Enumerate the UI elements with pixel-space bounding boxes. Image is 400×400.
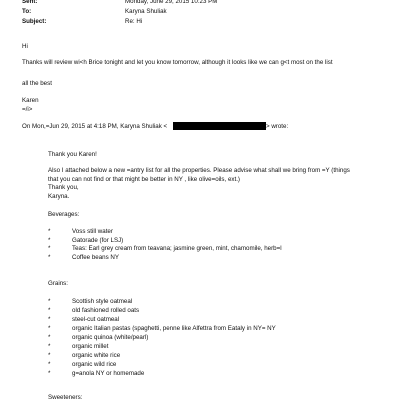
reply-greeting: Hi	[22, 43, 28, 50]
bullet-marker: *	[48, 316, 51, 323]
grain-item: steel-cut oatmeal	[72, 316, 120, 323]
sent-value: Monday, June 29, 2015 10:23 PM	[125, 0, 218, 5]
bullet-marker: *	[48, 228, 51, 235]
quote-para-line1: Also I attached below a new =antry list for all the properties. Please advise what shall we bring from =Y (things	[48, 167, 350, 174]
subject-value: Re: Hi	[125, 18, 143, 25]
grain-item: organic Italian pastas (spaghetti, penne like Alfettra from Eataly in NY= NY	[72, 325, 276, 332]
grain-item: organic white rice	[72, 352, 121, 359]
sent-label: Sent:	[22, 0, 38, 5]
to-value: Karyna Shuliak	[125, 8, 167, 15]
reply-name: Karen	[22, 97, 39, 104]
bullet-marker: *	[48, 343, 51, 350]
grains-title: Grains:	[48, 280, 68, 287]
bullet-marker: *	[48, 370, 51, 377]
reply-body: Thanks will review wi<h Brice tonight and let you know tomorrow, although it looks like we can g<t most on the list	[22, 59, 333, 66]
grain-item: g=anola NY or homemade	[72, 370, 145, 377]
quote-signoff: Karyna.	[48, 193, 70, 200]
beverages-title: Beverages:	[48, 211, 80, 218]
grain-item: Scottish style oatmeal	[72, 298, 133, 305]
redaction-bar	[173, 122, 266, 130]
beverage-item: Teas: Earl grey cream from teavana; jasmine green, mint, chamomile, herb=l	[72, 245, 282, 252]
quote-para-line2: that you can not find or that might be better in NY , like olive=oils, ext.)	[48, 176, 240, 183]
reply-signature: =/i>	[22, 106, 33, 113]
bullet-marker: *	[48, 325, 51, 332]
bullet-marker: *	[48, 352, 51, 359]
quote-intro-end: > wrote:	[266, 123, 289, 130]
bullet-marker: *	[48, 334, 51, 341]
subject-label: Subject:	[22, 18, 47, 25]
reply-closing: all the best	[22, 80, 52, 87]
bullet-marker: *	[48, 237, 51, 244]
bullet-marker: *	[48, 361, 51, 368]
beverage-item: Gatorade (for LSJ)	[72, 237, 124, 244]
bullet-marker: *	[48, 254, 51, 261]
to-label: To:	[22, 8, 32, 15]
bullet-marker: *	[48, 307, 51, 314]
grain-item: old fashioned rolled oats	[72, 307, 140, 314]
grain-item: organic millet	[72, 343, 109, 350]
bullet-marker: *	[48, 298, 51, 305]
beverage-item: Coffee beans NY	[72, 254, 120, 261]
bullet-marker: *	[48, 245, 51, 252]
sweeteners-title: Sweeteners:	[48, 394, 83, 400]
quote-intro-start: On Mon,=Jun 29, 2015 at 4:18 PM, Karyna Shuliak <	[22, 123, 168, 130]
grain-item: organic quinoa (white/pearl)	[72, 334, 149, 341]
quote-thank-you: Thank you,	[48, 184, 79, 191]
grain-item: organic wild rice	[72, 361, 117, 368]
beverage-item: Voss still water	[72, 228, 113, 235]
quote-thanks: Thank you Karen!	[48, 151, 97, 158]
